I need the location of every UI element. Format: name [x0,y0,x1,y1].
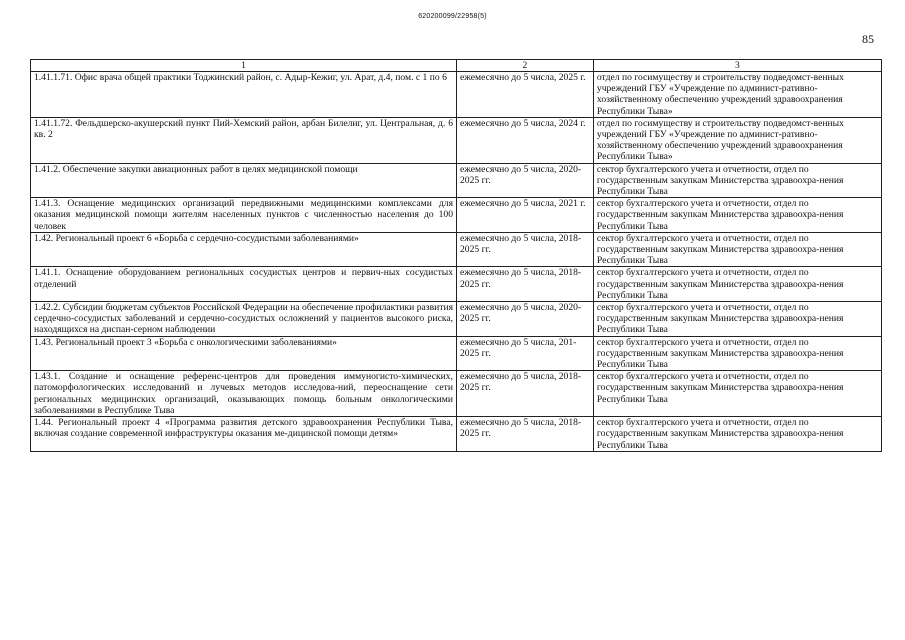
table-row [31,417,882,452]
table-row [31,232,882,267]
activity-cell: 1.43. Региональный проект 3 «Борьба с онкологическими заболеваниями» [31,336,457,371]
responsible-cell: отдел по госимуществу и строительству подведомст-венных учреждений ГБУ «Учреждение по админист-ративно-хозяйственному обеспечению учреждений здравоохранения Республики Тыва» [593,72,881,118]
schedule-table [30,59,882,452]
activity-cell: 1.41.1.72. Фельдшерско-акушерский пункт Пий-Хемский район, арбан Билелиг, ул. Центральная, д. 6 кв. 2 [31,117,457,163]
activity-cell: 1.41.1. Оснащение оборудованием региональных сосудистых центров и первич-ных сосудистых отделений [31,267,457,302]
page-number: 85 [862,32,874,46]
responsible-cell: сектор бухгалтерского учета и отчетности, отдел по государственным закупкам Министерства здравоохра-нения Республики Тыва [593,198,881,233]
activity-cell: 1.42.2. Субсидии бюджетам субъектов Российской Федерации на обеспечение профилактики развития сердечно-сосудистых заболеваний и сердечно-сосудистых осложнений у пациентов высокого риска, находящихся на диспан-серном наблюдении [31,302,457,337]
responsible-cell: сектор бухгалтерского учета и отчетности, отдел по государственным закупкам Министерства здравоохра-нения Республики Тыва [593,267,881,302]
table-body [31,72,882,452]
responsible-cell: сектор бухгалтерского учета и отчетности, отдел по государственным закупкам Министерства здравоохра-нения Республики Тыва [593,302,881,337]
table-row [31,163,882,198]
table-row [31,72,882,118]
activity-cell: 1.42. Региональный проект 6 «Борьба с сердечно-сосудистыми заболеваниями» [31,232,457,267]
responsible-cell: сектор бухгалтерского учета и отчетности, отдел по государственным закупкам Министерства здравоохра-нения Республики Тыва [593,336,881,371]
activity-cell: 1.43.1. Создание и оснащение референс-центров для проведения иммуногисто-химических, патоморфологических исследований и лучевых методов исследова-ний, переоснащение сети региональных медицинских организаций, оказывающих помощь больным онкологическими заболеваниями в Республике Тыва [31,371,457,417]
responsible-cell: сектор бухгалтерского учета и отчетности, отдел по государственным закупкам Министерства здравоохра-нения Республики Тыва [593,371,881,417]
column-header-2: 2 [457,60,594,72]
deadline-cell: ежемесячно до 5 числа, 2018-2025 гг. [457,267,594,302]
document-code: 620200099/22958(5) [418,13,487,20]
deadline-cell: ежемесячно до 5 числа, 2025 г. [457,72,594,118]
table-row [31,302,882,337]
table-row [31,198,882,233]
deadline-cell: ежемесячно до 5 числа, 2024 г. [457,117,594,163]
deadline-cell: ежемесячно до 5 числа, 2018-2025 гг. [457,232,594,267]
responsible-cell: сектор бухгалтерского учета и отчетности, отдел по государственным закупкам Министерства здравоохра-нения Республики Тыва [593,232,881,267]
table-row [31,336,882,371]
responsible-cell: сектор бухгалтерского учета и отчетности, отдел по государственным закупкам Министерства здравоохра-нения Республики Тыва [593,417,881,452]
deadline-cell: ежемесячно до 5 числа, 2018-2025 гг. [457,371,594,417]
activity-cell: 1.44. Региональный проект 4 «Программа развития детского здравоохранения Республики Тыва, включая создание современной инфраструктуры оказания ме-дицинской помощи детям» [31,417,457,452]
responsible-cell: отдел по госимуществу и строительству подведомст-венных учреждений ГБУ «Учреждение по админист-ративно-хозяйственному обеспечению учреждений здравоохранения Республики Тыва» [593,117,881,163]
deadline-cell: ежемесячно до 5 числа, 2020-2025 гг. [457,163,594,198]
table-row [31,117,882,163]
activity-cell: 1.41.3. Оснащение медицинских организаций передвижными медицинскими комплексами для оказания медицинской помощи жителям населенных пунктов с численностью населения до 100 человек [31,198,457,233]
activity-cell: 1.41.1.71. Офис врача общей практики Тоджинский район, с. Адыр-Кежиг, ул. Арат, д.4, пом. с 1 по 6 [31,72,457,118]
column-header-3: 3 [593,60,881,72]
responsible-cell: сектор бухгалтерского учета и отчетности, отдел по государственным закупкам Министерства здравоохра-нения Республики Тыва [593,163,881,198]
table-row [31,267,882,302]
deadline-cell: ежемесячно до 5 числа, 2021 г. [457,198,594,233]
activity-cell: 1.41.2. Обеспечение закупки авиационных работ в целях медицинской помощи [31,163,457,198]
deadline-cell: ежемесячно до 5 числа, 2020-2025 гг. [457,302,594,337]
deadline-cell: ежемесячно до 5 числа, 2018-2025 гг. [457,417,594,452]
column-header-1: 1 [31,60,457,72]
table-row [31,371,882,417]
table-header-row [31,60,882,72]
deadline-cell: ежемесячно до 5 числа, 201-2025 гг. [457,336,594,371]
